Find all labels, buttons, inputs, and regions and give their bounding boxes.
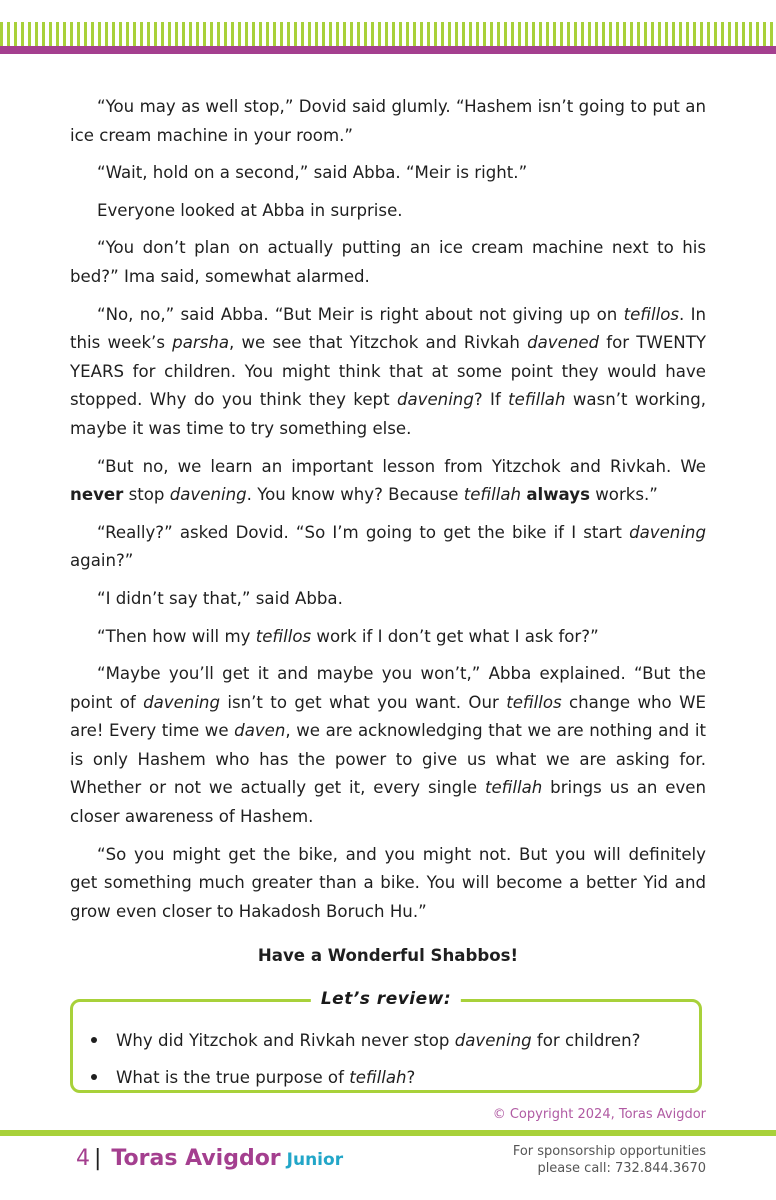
brand-name: Toras Avigdor bbox=[111, 1146, 281, 1171]
text-run: wasn’t working, maybe it was time to try something else. bbox=[70, 390, 707, 438]
copyright-notice: © Copyright 2024, Toras Avigdor bbox=[492, 1107, 706, 1122]
italic-term: tefillah bbox=[463, 485, 522, 505]
italic-term: tefillos bbox=[255, 626, 312, 646]
text-run: “I didn’t say that,” said Abba. bbox=[97, 588, 343, 608]
italic-term: tefillah bbox=[349, 1068, 407, 1087]
review-question bbox=[89, 1022, 699, 1059]
text-run: brings us an even closer awareness of Hashem. bbox=[70, 778, 706, 827]
footer-brand bbox=[76, 1146, 343, 1171]
italic-term: tefillah bbox=[484, 778, 543, 798]
bold-term: never bbox=[70, 485, 124, 505]
review-question bbox=[89, 1059, 699, 1096]
bullet-icon bbox=[91, 1074, 97, 1080]
italic-term: daven bbox=[234, 721, 286, 741]
italic-term: tefillos bbox=[506, 692, 562, 712]
bold-term: always bbox=[526, 485, 590, 505]
page-number: 4 bbox=[76, 1146, 90, 1171]
text-run: for TWENTY YEARS for children. You might think that at some point they would have stopped. Why do you think they kept bbox=[70, 333, 706, 410]
story-paragraph bbox=[70, 623, 706, 652]
story-paragraph bbox=[70, 301, 706, 444]
italic-term: tefillos bbox=[623, 304, 680, 324]
text-run: “Maybe you’ll get it and maybe you won’t,” Abba explained. “But the point of bbox=[70, 664, 706, 712]
italic-term: tefillah bbox=[508, 390, 566, 410]
text-run: “Wait, hold on a second,” said Abba. “Meir is right.” bbox=[97, 163, 528, 183]
story-paragraph bbox=[70, 519, 706, 576]
bullet-icon bbox=[91, 1037, 97, 1043]
story-paragraph bbox=[70, 453, 706, 510]
review-box bbox=[70, 989, 702, 1093]
review-title: Let’s review: bbox=[311, 989, 461, 1009]
text-run: Why did Yitzchok and Rivkah never stop bbox=[116, 1031, 455, 1050]
text-run: “So you might get the bike, and you might not. But you will definitely get something much greater than a bike. You will become a better Yid and grow even closer to Hakadosh Boruch Hu.” bbox=[70, 844, 706, 921]
italic-term: davening bbox=[143, 692, 220, 712]
text-run: for children? bbox=[531, 1031, 641, 1050]
text-run: work if I don’t get what I ask for?” bbox=[311, 626, 599, 646]
text-run: again?” bbox=[70, 551, 134, 571]
text-run: “But no, we learn an important lesson from Yitzchok and Rivkah. We bbox=[97, 456, 706, 476]
text-run: “You don’t plan on actually putting an ice cream machine next to his bed?” Ima said, somewhat alarmed. bbox=[70, 238, 706, 286]
text-run: isn’t to get what you want. Our bbox=[220, 692, 507, 712]
text-run: , we are acknowledging that we are nothing and it is only Hashem who has the power to give us what we are asking for. Whether or not we actually get it, every single bbox=[70, 721, 707, 798]
closing-line: Have a Wonderful Shabbos! bbox=[257, 946, 519, 965]
text-run: ? bbox=[406, 1068, 416, 1087]
text-run: “No, no,” said Abba. “But Meir is right about not giving up on bbox=[97, 304, 624, 324]
text-run: , we see that Yitzchok and Rivkah bbox=[229, 333, 528, 353]
bottom-color-bar bbox=[0, 1130, 776, 1136]
story-paragraph bbox=[70, 93, 706, 150]
sponsorship-info bbox=[513, 1143, 706, 1177]
brand-junior: Junior bbox=[286, 1150, 344, 1170]
text-run: change who WE are! Every time we bbox=[70, 692, 706, 741]
text-run: works.” bbox=[589, 485, 658, 505]
text-run: . In this week’s bbox=[70, 304, 706, 353]
sponsorship-line: For sponsorship opportunities bbox=[512, 1144, 706, 1159]
top-decorative-stripe bbox=[0, 22, 776, 46]
text-run: “Really?” asked Dovid. “So I’m going to get the bike if I start bbox=[97, 522, 630, 542]
italic-term: parsha bbox=[172, 333, 230, 353]
sponsorship-phone: please call: 732.844.3670 bbox=[537, 1161, 706, 1176]
italic-term: davening bbox=[454, 1031, 532, 1050]
text-run: ? If bbox=[473, 390, 509, 410]
text-run: Everyone looked at Abba in surprise. bbox=[97, 200, 403, 220]
text-run: “You may as well stop,” Dovid said glumly. “Hashem isn’t going to put an ice cream machine in your room.” bbox=[70, 97, 706, 145]
italic-term: davening bbox=[629, 522, 706, 542]
text-run: . You know why? Because bbox=[246, 485, 464, 505]
review-question-list bbox=[73, 1002, 699, 1096]
footer-separator: | bbox=[94, 1146, 102, 1171]
story-body bbox=[70, 93, 706, 935]
italic-term: davening bbox=[169, 485, 247, 505]
story-paragraph bbox=[70, 585, 706, 614]
italic-term: davening bbox=[396, 390, 474, 410]
italic-term: davened bbox=[527, 333, 600, 353]
text-run: “Then how will my bbox=[97, 626, 256, 646]
story-paragraph bbox=[70, 197, 706, 226]
story-paragraph bbox=[70, 841, 706, 927]
top-color-bar bbox=[0, 46, 776, 54]
story-paragraph bbox=[70, 159, 706, 188]
text-run: What is the true purpose of bbox=[116, 1068, 350, 1087]
text-run: stop bbox=[123, 485, 170, 505]
story-paragraph bbox=[70, 234, 706, 291]
story-paragraph bbox=[70, 660, 706, 832]
